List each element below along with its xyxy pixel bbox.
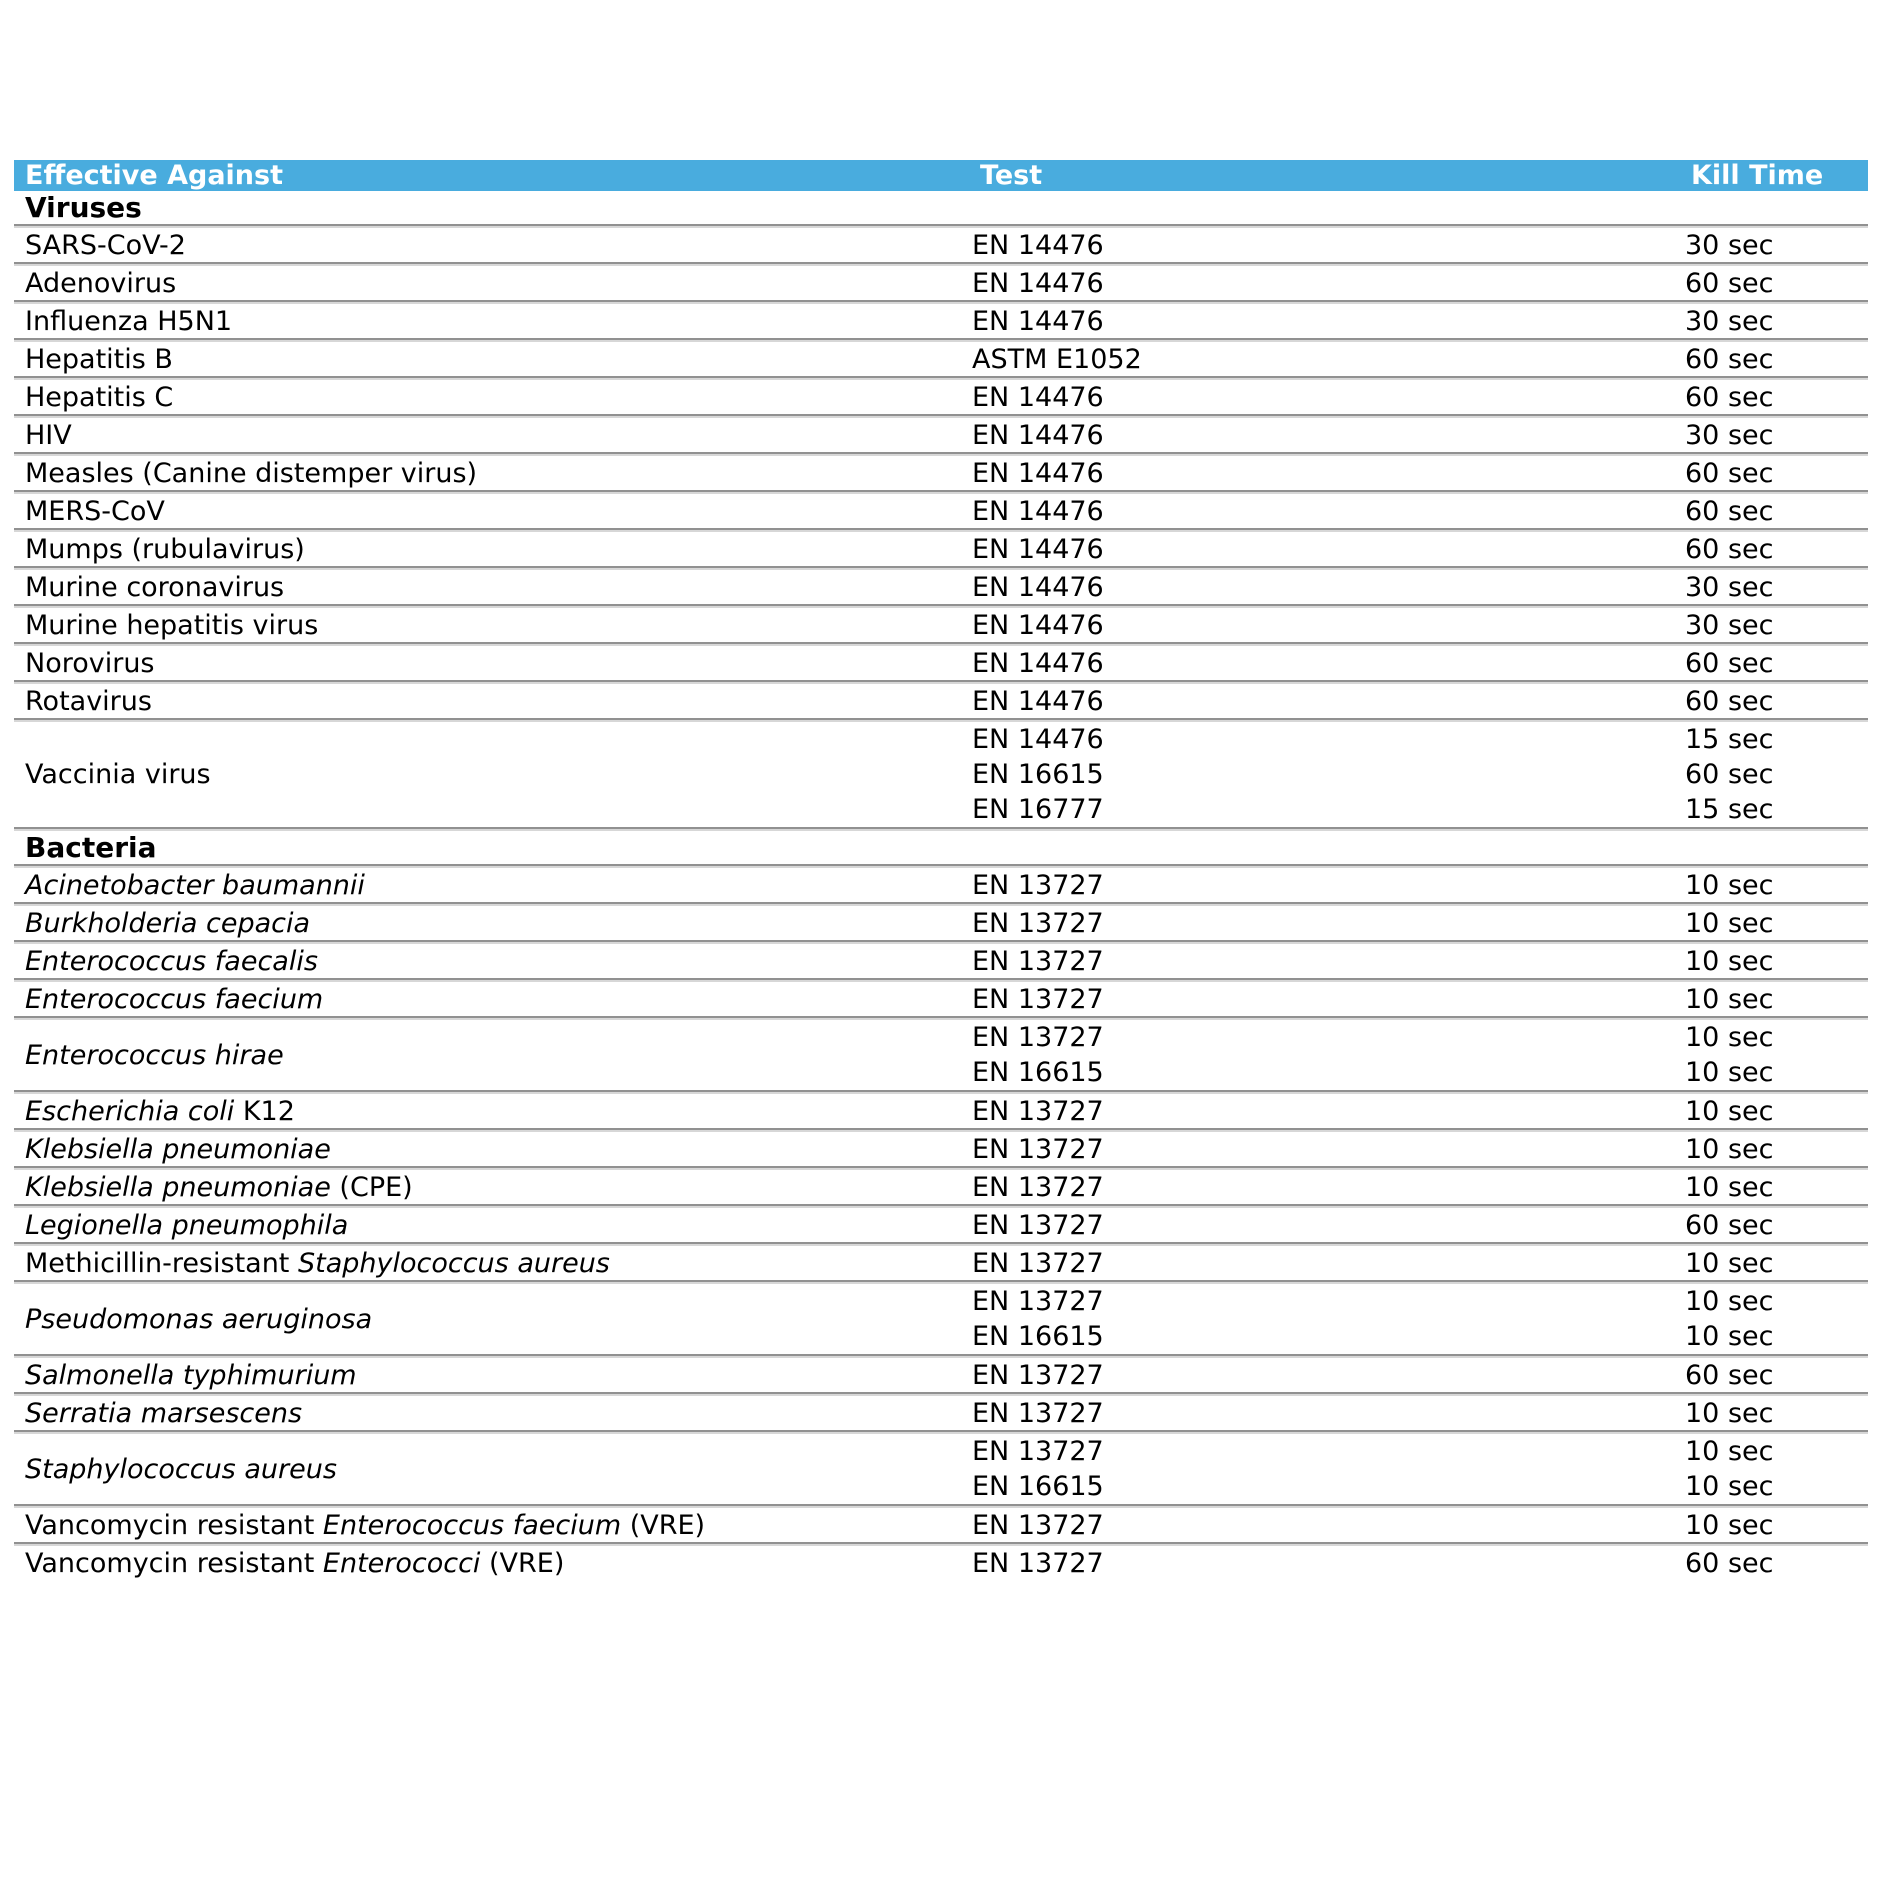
- test-standard-value: EN 16615: [972, 1471, 1104, 1502]
- organism-name-italic-segment: Klebsiella pneumoniae: [25, 1133, 331, 1165]
- kill-time-value: 10 sec: [1685, 907, 1774, 939]
- kill-time-cell: [1685, 380, 1868, 414]
- test-standard-value: EN 16615: [972, 1057, 1104, 1088]
- kill-time-cell: [1685, 1020, 1868, 1090]
- test-standard-cell: [972, 646, 1685, 680]
- test-standard-cell: [972, 1358, 1685, 1392]
- organism-name: [14, 686, 972, 717]
- test-standard-cell: [972, 342, 1685, 376]
- test-standard-value: EN 13727: [972, 907, 1104, 939]
- table-row: [14, 1434, 1868, 1504]
- test-standard-value: EN 13727: [972, 983, 1104, 1015]
- organism-name: [14, 1398, 972, 1429]
- organism-name-italic-segment: Enterococcus hirae: [25, 1039, 284, 1071]
- organism-name-segment: Vancomycin resistant: [25, 1547, 323, 1579]
- organism-name: [14, 572, 972, 603]
- organism-name-segment: Methicillin-resistant: [25, 1247, 298, 1279]
- kill-time-value: 60 sec: [1685, 267, 1774, 299]
- organism-name-italic-segment: Acinetobacter baumannii: [25, 869, 365, 901]
- kill-time-value: 10 sec: [1685, 1057, 1774, 1088]
- table-row: [14, 982, 1868, 1016]
- test-standard-value: EN 13727: [972, 1286, 1104, 1317]
- kill-time-cell: [1685, 1508, 1868, 1542]
- table-row: [14, 380, 1868, 414]
- table-row: [14, 1094, 1868, 1128]
- table-row: [14, 1508, 1868, 1542]
- kill-time-cell: [1685, 722, 1868, 827]
- kill-time-value: 10 sec: [1685, 1247, 1774, 1279]
- kill-time-value: 10 sec: [1685, 1171, 1774, 1203]
- kill-time-value: 30 sec: [1685, 305, 1774, 337]
- table-row: [14, 868, 1868, 902]
- organism-name: [14, 1134, 972, 1165]
- organism-name-italic-segment: Salmonella typhimurium: [25, 1359, 357, 1391]
- test-standard-value: EN 13727: [972, 1022, 1104, 1053]
- kill-time-cell: [1685, 982, 1868, 1016]
- kill-time-cell: [1685, 868, 1868, 902]
- organism-name-italic-segment: Serratia marsescens: [25, 1397, 303, 1429]
- test-standard-value: EN 16615: [972, 759, 1104, 790]
- test-standard-value: EN 14476: [972, 724, 1104, 755]
- organism-name-italic-segment: Burkholderia cepacia: [25, 907, 311, 939]
- kill-time-value: 60 sec: [1685, 533, 1774, 565]
- organism-name: [14, 268, 972, 299]
- header-effective-against: Effective Against: [25, 160, 284, 191]
- test-standard-value: EN 14476: [972, 229, 1104, 261]
- kill-time-value: 10 sec: [1685, 1095, 1774, 1127]
- kill-time-value: 15 sec: [1685, 724, 1774, 755]
- test-standard-cell: [972, 1020, 1685, 1090]
- test-standard-value: ASTM E1052: [972, 343, 1142, 375]
- kill-time-value: 10 sec: [1685, 1471, 1774, 1502]
- test-standard-value: EN 14476: [972, 685, 1104, 717]
- kill-time-cell: [1685, 418, 1868, 452]
- organism-name-italic-segment: Staphylococcus aureus: [297, 1247, 610, 1279]
- organism-name: [14, 759, 972, 790]
- test-standard-value: EN 14476: [972, 609, 1104, 641]
- test-standard-cell: [972, 304, 1685, 338]
- kill-time-cell: [1685, 1546, 1868, 1580]
- kill-time-cell: [1685, 1094, 1868, 1128]
- test-standard-cell: [972, 1246, 1685, 1280]
- test-standard-cell: [972, 1094, 1685, 1128]
- organism-name-segment: Vancomycin resistant: [25, 1509, 323, 1541]
- test-standard-cell: [972, 982, 1685, 1016]
- test-standard-value: EN 13727: [972, 1133, 1104, 1165]
- kill-time-value: 10 sec: [1685, 983, 1774, 1015]
- table-row: [14, 456, 1868, 490]
- kill-time-value: 60 sec: [1685, 1359, 1774, 1391]
- kill-time-value: 60 sec: [1685, 1209, 1774, 1241]
- kill-time-value: 10 sec: [1685, 1509, 1774, 1541]
- organism-name-segment: (VRE): [621, 1509, 706, 1541]
- test-standard-cell: [972, 608, 1685, 642]
- kill-time-value: 60 sec: [1685, 685, 1774, 717]
- organism-name-italic-segment: Enterococcus faecalis: [25, 945, 318, 977]
- test-standard-value: EN 13727: [972, 1247, 1104, 1279]
- kill-time-cell: [1685, 1132, 1868, 1166]
- kill-time-value: 30 sec: [1685, 571, 1774, 603]
- kill-time-cell: [1685, 304, 1868, 338]
- table-row: [14, 1358, 1868, 1392]
- organism-name: [14, 306, 972, 337]
- kill-time-value: 10 sec: [1685, 1397, 1774, 1429]
- table-header-row: [14, 160, 1868, 191]
- header-test: Test: [980, 160, 1043, 191]
- organism-name-italic-segment: Staphylococcus aureus: [25, 1453, 337, 1485]
- table-row: [14, 532, 1868, 566]
- test-standard-value: EN 14476: [972, 267, 1104, 299]
- test-standard-cell: [972, 418, 1685, 452]
- organism-name-segment: Hepatitis B: [25, 343, 173, 375]
- organism-name: [14, 946, 972, 977]
- test-standard-cell: [972, 266, 1685, 300]
- kill-time-value: 10 sec: [1685, 1286, 1774, 1317]
- test-standard-value: EN 13727: [972, 1436, 1104, 1467]
- kill-time-cell: [1685, 646, 1868, 680]
- test-standard-value: EN 14476: [972, 305, 1104, 337]
- kill-time-cell: [1685, 684, 1868, 718]
- kill-time-value: 60 sec: [1685, 343, 1774, 375]
- table-row: [14, 418, 1868, 452]
- table-row: [14, 1132, 1868, 1166]
- organism-name-segment: HIV: [25, 419, 72, 451]
- test-standard-value: EN 14476: [972, 533, 1104, 565]
- table-row: [14, 906, 1868, 940]
- organism-name-segment: K12: [234, 1095, 295, 1127]
- test-standard-cell: [972, 1170, 1685, 1204]
- test-standard-cell: [972, 684, 1685, 718]
- kill-time-value: 30 sec: [1685, 229, 1774, 261]
- organism-name: [14, 1304, 972, 1335]
- organism-name-italic-segment: Escherichia coli: [25, 1095, 235, 1127]
- kill-time-value: 60 sec: [1685, 1547, 1774, 1579]
- organism-name: [14, 984, 972, 1015]
- organism-name-italic-segment: Enterococcus faecium: [25, 983, 324, 1015]
- organism-name: [14, 1510, 972, 1541]
- kill-time-cell: [1685, 1208, 1868, 1242]
- kill-time-value: 10 sec: [1685, 1133, 1774, 1165]
- kill-time-value: 10 sec: [1685, 1321, 1774, 1352]
- organism-name-segment: MERS-CoV: [25, 495, 165, 527]
- kill-time-value: 60 sec: [1685, 647, 1774, 679]
- test-standard-cell: [972, 1508, 1685, 1542]
- kill-time-cell: [1685, 494, 1868, 528]
- test-standard-value: EN 13727: [972, 1509, 1104, 1541]
- organism-name: [14, 420, 972, 451]
- test-standard-value: EN 14476: [972, 571, 1104, 603]
- organism-name-segment: Murine hepatitis virus: [25, 609, 319, 641]
- kill-time-cell: [1685, 1396, 1868, 1430]
- table-row: [14, 1170, 1868, 1204]
- organism-name: [14, 1172, 972, 1203]
- table-row: [14, 1020, 1868, 1090]
- organism-name-segment: Hepatitis C: [25, 381, 174, 413]
- table-row: [14, 944, 1868, 978]
- table-row: [14, 684, 1868, 718]
- test-standard-value: EN 14476: [972, 419, 1104, 451]
- organism-name-segment: (VRE): [480, 1547, 565, 1579]
- kill-time-cell: [1685, 1358, 1868, 1392]
- table-row: [14, 722, 1868, 827]
- test-standard-cell: [972, 1434, 1685, 1504]
- organism-name: [14, 496, 972, 527]
- kill-time-value: 10 sec: [1685, 1436, 1774, 1467]
- test-standard-value: EN 16777: [972, 794, 1104, 825]
- test-standard-value: EN 14476: [972, 381, 1104, 413]
- test-standard-value: EN 13727: [972, 1095, 1104, 1127]
- test-standard-cell: [972, 722, 1685, 827]
- organism-name: [14, 1248, 972, 1279]
- organism-name: [14, 1210, 972, 1241]
- organism-name: [14, 870, 972, 901]
- organism-name-italic-segment: Pseudomonas aeruginosa: [25, 1303, 373, 1335]
- organism-name-segment: Vaccinia virus: [25, 759, 211, 790]
- organism-name: [14, 1096, 972, 1127]
- kill-time-value: 30 sec: [1685, 609, 1774, 641]
- test-standard-cell: [972, 1132, 1685, 1166]
- table-row: [14, 1246, 1868, 1280]
- efficacy-table: [14, 160, 1868, 1580]
- kill-time-cell: [1685, 532, 1868, 566]
- kill-time-cell: [1685, 266, 1868, 300]
- organism-name: [14, 458, 972, 489]
- test-standard-value: EN 14476: [972, 457, 1104, 489]
- organism-name-segment: (CPE): [330, 1171, 413, 1203]
- table-row: [14, 494, 1868, 528]
- kill-time-value: 60 sec: [1685, 457, 1774, 489]
- test-standard-cell: [972, 532, 1685, 566]
- organism-name: [14, 648, 972, 679]
- table-row: [14, 570, 1868, 604]
- section-title: Bacteria: [25, 831, 157, 864]
- kill-time-value: 60 sec: [1685, 495, 1774, 527]
- test-standard-value: EN 14476: [972, 495, 1104, 527]
- kill-time-value: 60 sec: [1685, 759, 1774, 790]
- test-standard-value: EN 13727: [972, 1209, 1104, 1241]
- organism-name-segment: Mumps (rubulavirus): [25, 533, 305, 565]
- table-body: [14, 191, 1868, 1580]
- kill-time-cell: [1685, 228, 1868, 262]
- test-standard-cell: [972, 1396, 1685, 1430]
- test-standard-cell: [972, 944, 1685, 978]
- test-standard-cell: [972, 868, 1685, 902]
- table-row: [14, 1546, 1868, 1580]
- test-standard-cell: [972, 494, 1685, 528]
- test-standard-value: EN 13727: [972, 1397, 1104, 1429]
- organism-name: [14, 534, 972, 565]
- table-row: [14, 304, 1868, 338]
- organism-name-segment: Adenovirus: [25, 267, 177, 299]
- organism-name-segment: Measles (Canine distemper virus): [25, 457, 478, 489]
- section-title: Viruses: [25, 191, 142, 224]
- organism-name: [14, 1360, 972, 1391]
- test-standard-cell: [972, 570, 1685, 604]
- test-standard-value: EN 14476: [972, 647, 1104, 679]
- organism-name: [14, 610, 972, 641]
- organism-name-segment: Murine coronavirus: [25, 571, 285, 603]
- kill-time-value: 30 sec: [1685, 419, 1774, 451]
- test-standard-cell: [972, 380, 1685, 414]
- table-row: [14, 646, 1868, 680]
- table-row: [14, 342, 1868, 376]
- organism-name-italic-segment: Klebsiella pneumoniae: [25, 1171, 331, 1203]
- test-standard-value: EN 13727: [972, 1359, 1104, 1391]
- kill-time-cell: [1685, 906, 1868, 940]
- test-standard-cell: [972, 1284, 1685, 1354]
- organism-name-italic-segment: Enterococci: [322, 1547, 481, 1579]
- organism-name-italic-segment: Enterococcus faecium: [322, 1509, 622, 1541]
- kill-time-value: 10 sec: [1685, 1022, 1774, 1053]
- kill-time-cell: [1685, 1284, 1868, 1354]
- table-row: [14, 608, 1868, 642]
- kill-time-cell: [1685, 1434, 1868, 1504]
- test-standard-cell: [972, 228, 1685, 262]
- kill-time-cell: [1685, 570, 1868, 604]
- test-standard-value: EN 13727: [972, 1547, 1104, 1579]
- test-standard-cell: [972, 1546, 1685, 1580]
- kill-time-value: 60 sec: [1685, 381, 1774, 413]
- organism-name-segment: Rotavirus: [25, 685, 152, 717]
- organism-name-segment: Influenza H5N1: [25, 305, 233, 337]
- organism-name: [14, 382, 972, 413]
- organism-name: [14, 344, 972, 375]
- organism-name: [14, 908, 972, 939]
- kill-time-cell: [1685, 342, 1868, 376]
- kill-time-cell: [1685, 944, 1868, 978]
- organism-name: [14, 1040, 972, 1071]
- table-row: [14, 1284, 1868, 1354]
- kill-time-value: 15 sec: [1685, 794, 1774, 825]
- kill-time-cell: [1685, 1170, 1868, 1204]
- kill-time-cell: [1685, 1246, 1868, 1280]
- organism-name-segment: SARS-CoV-2: [25, 229, 186, 261]
- test-standard-value: EN 13727: [972, 869, 1104, 901]
- test-standard-cell: [972, 1208, 1685, 1242]
- kill-time-cell: [1685, 608, 1868, 642]
- table-row: [14, 1396, 1868, 1430]
- test-standard-cell: [972, 906, 1685, 940]
- organism-name-segment: Norovirus: [25, 647, 155, 679]
- kill-time-cell: [1685, 456, 1868, 490]
- test-standard-cell: [972, 456, 1685, 490]
- organism-name-italic-segment: Legionella pneumophila: [25, 1209, 349, 1241]
- table-row: [14, 1208, 1868, 1242]
- test-standard-value: EN 13727: [972, 945, 1104, 977]
- table-row: [14, 228, 1868, 262]
- test-standard-value: EN 16615: [972, 1321, 1104, 1352]
- table-row: [14, 266, 1868, 300]
- organism-name: [14, 230, 972, 261]
- organism-name: [14, 1548, 972, 1579]
- kill-time-value: 10 sec: [1685, 869, 1774, 901]
- organism-name: [14, 1454, 972, 1485]
- header-kill-time: Kill Time: [1691, 160, 1824, 191]
- kill-time-value: 10 sec: [1685, 945, 1774, 977]
- test-standard-value: EN 13727: [972, 1171, 1104, 1203]
